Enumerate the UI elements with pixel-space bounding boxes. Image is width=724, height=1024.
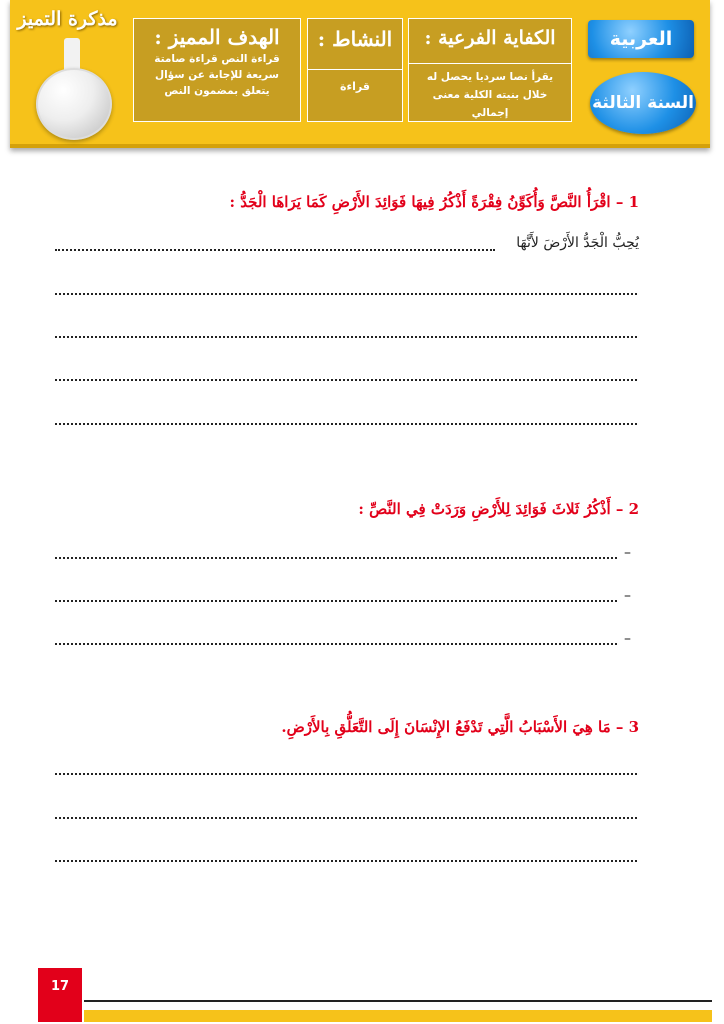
brand-badge [36, 68, 112, 140]
page-number: 17 [38, 968, 82, 1022]
goal-text: قراءة النص قراءة صامتة سريعة للإجابة عن سؤال يتعلق بمضمون النص [154, 53, 280, 97]
activity-text: قراءة [340, 80, 370, 93]
header-banner [10, 0, 710, 148]
footer-bar [84, 1010, 712, 1022]
goal-title: الهدف المميز : [154, 25, 280, 49]
competency-box [408, 18, 572, 122]
competency-title: الكفاية الفرعية : [424, 27, 556, 49]
question-3: 3 – مَا هِيَ الأَسْبَابُ الَّتِي تَدْفَعُ الإِنْسَانَ إِلَى التَّعَلُّقِ بِالأَرْضِ. [281, 718, 639, 736]
list-dash: – [624, 588, 631, 604]
answer-line[interactable] [55, 860, 637, 862]
footer-divider [84, 1000, 712, 1002]
subject-pill: العربية [588, 20, 694, 58]
answer-line[interactable] [55, 817, 637, 819]
goal-box [133, 18, 301, 122]
question-2: 2 – أَذْكُرُ ثَلاثَ فَوَائِدَ لِلأَرْضِ وَرَدَتْ فِي النَّصِّ : [358, 500, 639, 518]
answer-line[interactable] [55, 336, 637, 338]
answer-line[interactable] [55, 643, 617, 645]
list-dash: – [624, 631, 631, 647]
answer-line[interactable] [55, 773, 637, 775]
year-pill: السنة الثالثة [590, 72, 696, 134]
answer-line[interactable] [55, 379, 637, 381]
answer-line[interactable] [55, 293, 637, 295]
brand-title: مذكرة التميز [17, 8, 118, 30]
answer-line[interactable] [55, 249, 495, 251]
activity-title: النشاط : [317, 27, 393, 51]
list-dash: – [624, 545, 631, 561]
question-1: 1 – اقْرَأُ النَّصَّ وَأُكَوِّنُ فِقْرَةً أَذْكُرُ فِيهَا فَوَائِدَ الأَرْضِ كَمَا يَرَاهَا الْجَدُّ : [229, 193, 639, 211]
answer-line[interactable] [55, 423, 637, 425]
competency-text: يقرأ نصا سرديا يحصل له خلال بنيته الكلية معنى إجمالي [426, 71, 554, 119]
answer-line[interactable] [55, 600, 617, 602]
answer-1-start: يُحِبُّ الْجَدُّ الأَرْضَ لأَنَّهَا [516, 235, 639, 251]
answer-line[interactable] [55, 557, 617, 559]
activity-box [307, 18, 403, 122]
